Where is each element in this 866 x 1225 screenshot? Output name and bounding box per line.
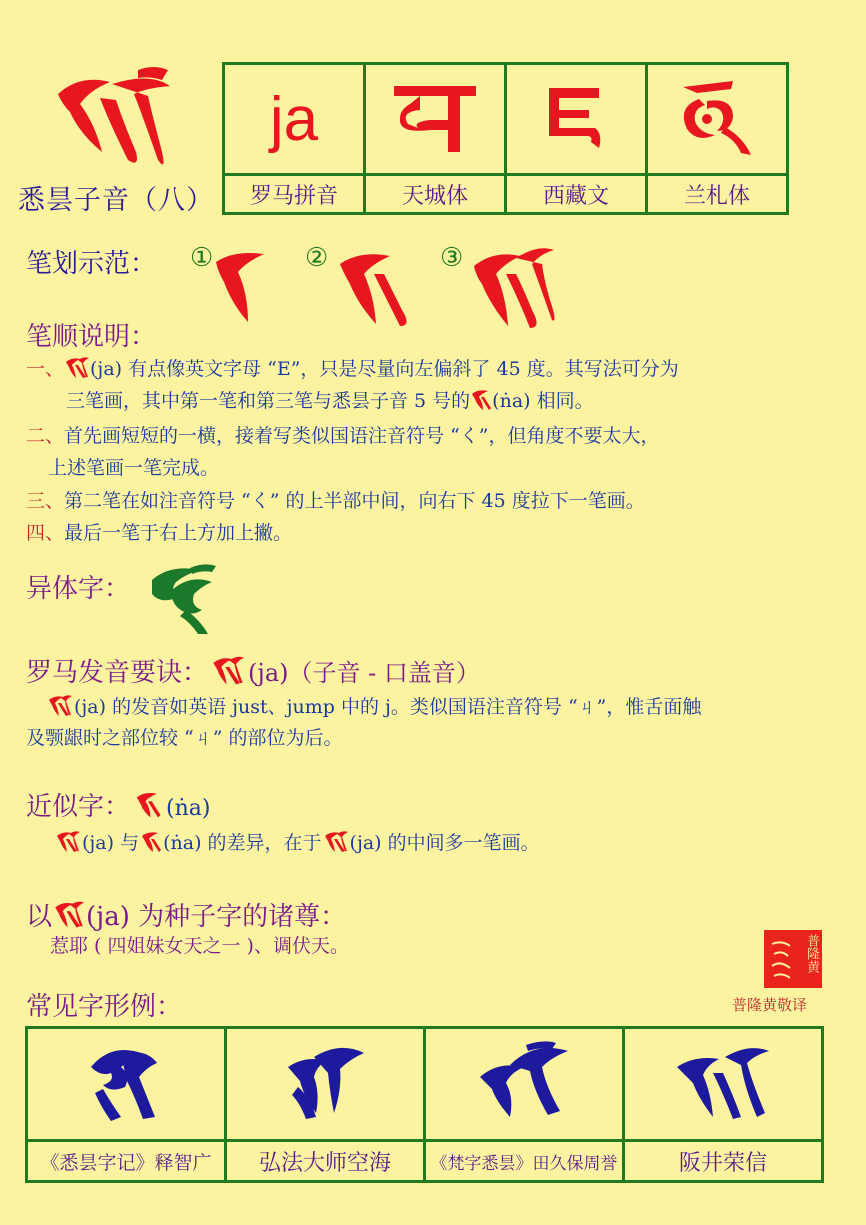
stroke-order-item-2 <box>26 424 659 448</box>
stroke-demo-heading: 笔划示范： <box>26 249 157 279</box>
step-3-glyph <box>470 240 558 332</box>
inline-ja-glyph <box>322 830 350 854</box>
stroke-order-item-1-cont <box>66 388 594 413</box>
common-forms-table <box>25 1026 824 1183</box>
common-forms-heading: 常见字形例： <box>26 992 183 1022</box>
deities-heading-prefix: 以 <box>26 902 53 932</box>
pronunciation-heading: 罗马发音要诀： <box>26 658 209 688</box>
form-cell-2 <box>226 1028 425 1141</box>
form-1-glyph <box>81 1037 171 1127</box>
item-1-line-3: (ṅa) 相同。 <box>492 390 594 412</box>
step-2-glyph <box>336 246 412 330</box>
item-1-line-2: 三笔画，其中第一笔和第三笔与悉昙子音 5 号的 <box>66 390 471 412</box>
inline-ja-glyph <box>46 694 74 718</box>
item-1-line-1: (ja) 有点像英文字母 “E”，只是尽量向左偏斜了 45 度。其写法可分为 <box>90 358 679 380</box>
form-4-glyph <box>673 1037 773 1127</box>
inline-nga-glyph <box>139 830 163 854</box>
form-cell-4 <box>624 1028 823 1141</box>
variant-ja-glyph <box>146 560 222 636</box>
tibetan-cell <box>506 64 647 175</box>
inline-ja-glyph <box>52 900 86 930</box>
step-2-number: ② <box>305 243 329 273</box>
form-2-glyph <box>280 1037 370 1127</box>
roman-cell <box>224 64 365 175</box>
tibetan-ja-glyph <box>541 82 611 152</box>
stroke-order-item-1 <box>26 356 856 381</box>
pronunciation-heading-suffix: (ja)（子音 - 口盖音） <box>248 659 480 687</box>
script-comparison-table <box>222 62 789 215</box>
item-2-line-2: 上述笔画一笔完成。 <box>48 457 220 479</box>
seal-text: 普隆黄 <box>804 934 819 973</box>
label-devanagari: 天城体 <box>365 175 506 214</box>
step-1-glyph <box>212 248 276 328</box>
stroke-order-item-3 <box>26 489 645 513</box>
pronunciation-line-1-row <box>46 694 856 719</box>
form-label-4: 阪井荣信 <box>624 1141 823 1182</box>
label-lantsa: 兰札体 <box>647 175 788 214</box>
stroke-order-heading: 笔顺说明： <box>26 322 157 352</box>
inline-nga-glyph <box>130 790 166 820</box>
item-3-line-1: 第二笔在如注音符号 “く” 的上半部中间，向右下 45 度拉下一笔画。 <box>64 490 645 512</box>
variant-heading: 异体字： <box>26 574 131 604</box>
deities-heading-suffix: (ja) 为种子字的诸尊： <box>86 902 347 932</box>
lantsa-cell <box>647 64 788 175</box>
translator-seal <box>764 930 822 988</box>
page-title: 悉昙子音（八） <box>18 185 214 216</box>
seal-script-mark <box>768 938 794 982</box>
form-3-glyph <box>474 1037 574 1127</box>
similar-part-3: (ja) 的中间多一笔画。 <box>349 832 540 854</box>
inline-ja-glyph <box>64 356 90 380</box>
form-label-3: 《梵字悉昙》田久保周誉 <box>425 1141 624 1182</box>
lantsa-ja-glyph <box>677 77 757 157</box>
item-2-number: 二、 <box>26 425 65 447</box>
form-cell-1 <box>27 1028 226 1141</box>
similar-part-2: (ṅa) 的差异，在于 <box>163 832 322 854</box>
similar-heading-suffix: (ṅa) <box>166 796 211 821</box>
inline-ja-glyph <box>54 830 82 854</box>
romanization-text: ja <box>269 84 319 154</box>
label-roman: 罗马拼音 <box>224 175 365 214</box>
devanagari-ja-glyph <box>390 82 480 152</box>
form-cell-3 <box>425 1028 624 1141</box>
deities-heading-row <box>26 896 346 933</box>
pronunciation-line-2: 及颚龈时之部位较 “ㄐ” 的部位为后。 <box>26 727 343 749</box>
item-2-line-1: 首先画短短的一横，接着写类似国语注音符号 “く”，但角度不要太大， <box>64 425 660 447</box>
step-1-number: ① <box>190 243 214 273</box>
similar-heading-row <box>26 786 210 823</box>
main-ja-glyph <box>50 64 180 176</box>
item-1-number: 一、 <box>26 358 65 380</box>
devanagari-cell <box>365 64 506 175</box>
stroke-order-item-4 <box>26 521 292 545</box>
item-4-line-1: 最后一笔于右上方加上撇。 <box>64 522 293 544</box>
form-label-2: 弘法大师空海 <box>226 1141 425 1182</box>
pronunciation-heading-row <box>26 652 480 689</box>
label-tibetan: 西藏文 <box>506 175 647 214</box>
inline-ja-glyph <box>208 655 248 687</box>
pronunciation-line-1: (ja) 的发音如英语 just、jump 中的 j。类似国语注音符号 “ㄐ”，惟舌面触 <box>74 696 702 718</box>
item-3-number: 三、 <box>26 490 65 512</box>
step-3-number: ③ <box>440 243 464 273</box>
item-4-number: 四、 <box>26 522 65 544</box>
deities-line: 惹耶 ( 四姐妹女天之一 )、调伏天。 <box>50 935 349 957</box>
similar-line <box>54 830 540 855</box>
inline-nga-glyph <box>470 388 492 412</box>
translator-caption: 普隆黄敬译 <box>732 996 808 1014</box>
similar-part-1: (ja) 与 <box>82 832 140 854</box>
similar-heading: 近似字： <box>26 792 131 822</box>
form-label-1: 《悉昙字记》释智广 <box>27 1141 226 1182</box>
